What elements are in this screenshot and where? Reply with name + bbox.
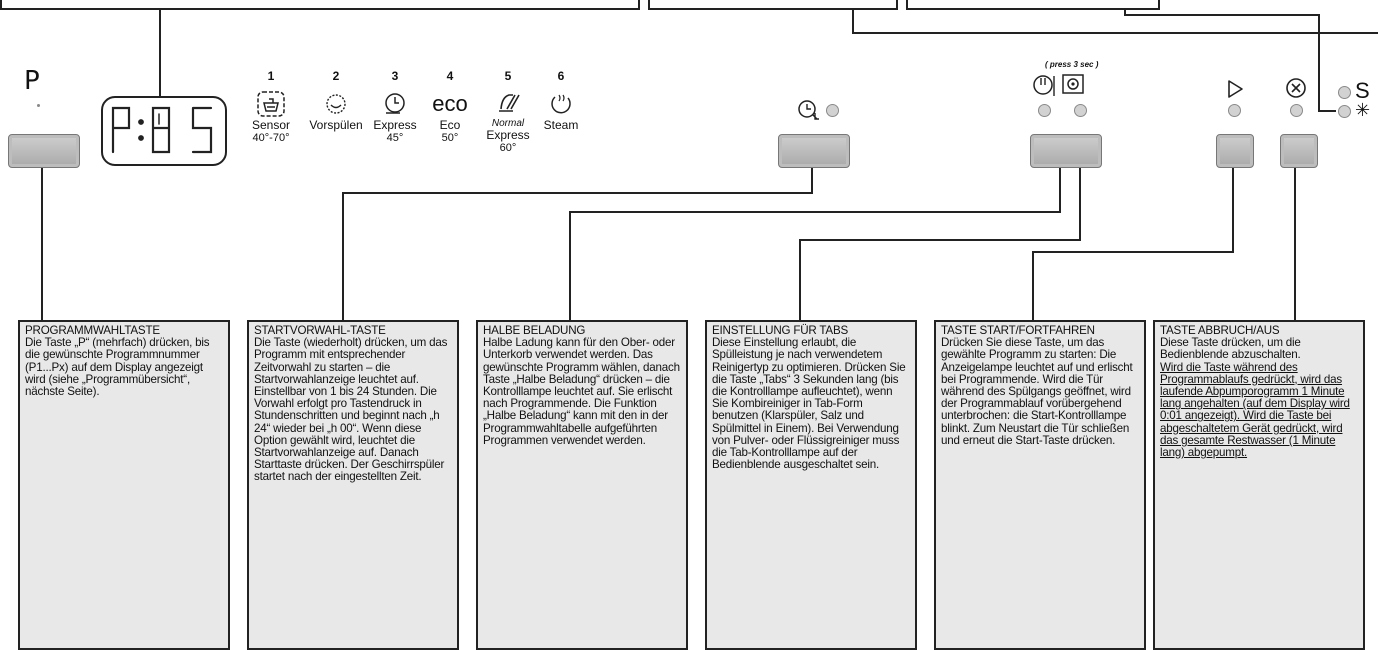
top-callout-box-1 (0, 0, 640, 10)
start-led (1228, 104, 1241, 117)
program-5 (482, 70, 534, 155)
tabs-led (1074, 104, 1087, 117)
delay-start-led (826, 104, 839, 117)
rinse-aid-icon: ✳ (1355, 100, 1371, 120)
description-delay-start (247, 320, 459, 650)
program-key-title: PROGRAMMWAHLTASTE (25, 324, 160, 337)
description-cancel (1153, 320, 1365, 650)
delay-start-title: STARTVORWAHL-TASTE (254, 324, 386, 337)
start-title: TASTE START/FORTFAHREN (941, 324, 1095, 337)
wire-top-2 (853, 8, 1378, 33)
program-button[interactable] (8, 134, 80, 168)
program-4 (424, 70, 476, 145)
rinse-aid-led (1338, 105, 1351, 118)
segment-digits (107, 104, 219, 156)
program-6-number: 6 (557, 69, 565, 83)
program-5-number: 5 (504, 69, 512, 83)
half-load-led (1038, 104, 1051, 117)
program-6 (538, 70, 584, 132)
program-3-temp: 45° (386, 132, 404, 144)
delay-start-text: Die Taste (wiederholt) drücken, um das Programm mit entsprechender Zeitvorwahl zu starten – die Startvorwahlanzeige leuchtet auf. Einstellbar von 1 bis 24 Stunden. Die Vorwahl erfolgt pro Tastendruck in Stundenschritten und beginnt nach „h 24“ wieder bei „h 00“. Wenn diese Option gewählt wird, leuchtet die Startvorwahlanzeige auf. Danach Starttaste drücken. Der Geschirrspüler startet nach der eingestellten Zeit. (254, 336, 448, 484)
program-2-label: Vorspülen (309, 118, 363, 132)
press-3-sec-note: ( press 3 sec ) (1045, 60, 1099, 69)
program-key-label: P (24, 66, 40, 96)
program-4-number: 4 (446, 69, 454, 83)
program-5-temp: 60° (499, 142, 517, 154)
half-load-icon (1030, 72, 1060, 103)
half-load-text: Halbe Ladung kann für den Ober- oder Unterkorb verwendet werden. Das gewünschte Programm wählen, danach Taste „Halbe Beladung“ drücken – die Kontrolllampe leuchtet auf. Sie erlischt nach Programmende. Die Funktion „Halbe Beladung“ kann mit den in der Programmwahltabelle aufgeführten Programmen verwendet werden. (483, 336, 680, 447)
program-3-number: 3 (391, 69, 399, 83)
eco-icon: eco (432, 91, 468, 116)
description-half-load (476, 320, 688, 650)
program-4-temp: 50° (441, 132, 459, 144)
description-tabs (705, 320, 917, 650)
program-4-label: Eco (439, 118, 461, 132)
cancel-underlined-text: Wird die Taste während des Programmablaufs gedrückt, wird das laufende Abpumporogramm 1 Minute lang angehalten (auf dem Display wird 0:01 angezeigt). Wird die Taste bei abgeschaltetem Gerät gedrückt, wird das gesamte Restwasser (1 Minute lang) abgepumpt. (1160, 360, 1350, 460)
cancel-led (1290, 104, 1303, 117)
wire-delay (343, 168, 812, 320)
salt-led (1338, 86, 1351, 99)
start-text: Drücken Sie diese Taste, um das gewählte Programm zu starten: Die Anzeigelampe leuchtet auf und erlischt bei Programmende. Wird die Tür während des Spülgangs geöffnet, wird der Programmablauf vorübergehend unterbrochen: die Start-Kontrolllampe blinkt. Zum Neustart die Tür schließen und erneut die Start-Taste drücken. (941, 336, 1133, 447)
normal-express-icon (482, 89, 534, 119)
cancel-button[interactable] (1280, 134, 1318, 168)
program-3-label: Express (373, 118, 417, 132)
steam-icon (538, 89, 584, 119)
program-5-note: Normal (491, 118, 525, 129)
cancel-icon (1285, 77, 1307, 104)
description-program-key (18, 320, 230, 650)
program-6-label: Steam (543, 118, 579, 132)
express-icon (368, 89, 422, 119)
program-5-label: Express (486, 128, 530, 142)
program-2 (305, 70, 367, 132)
wire-start (1033, 168, 1233, 320)
program-2-number: 2 (332, 69, 340, 83)
half-load-title: HALBE BELADUNG (483, 324, 586, 337)
program-3 (368, 70, 422, 145)
wire-tabs (800, 168, 1080, 320)
start-button[interactable] (1216, 134, 1254, 168)
cancel-text: Diese Taste drücken, um die Bedienblende abzuschalten. (1160, 336, 1301, 362)
program-1 (246, 70, 296, 145)
segment-display (101, 96, 227, 166)
tabs-icon (1060, 71, 1086, 102)
tabs-text: Diese Einstellung erlaubt, die Spülleistung je nach verwendetem Reinigertyp zu optimieren. Drücken Sie die Taste „Tabs“ 3 Sekunden lang (bis die Kontrolllampe aufleuchtet), wenn Sie Kombireiniger in Tab-Form benutzen (Klarspüler, Salz und Spülmittel in Einem). Bei Verwendung von Pulver- oder Flüssigreiniger muss die Tab-Kontrolllampe auf der Bedienblende ausgeschaltet sein. (712, 336, 906, 472)
cancel-title: TASTE ABBRUCH/AUS (1160, 324, 1280, 337)
tabs-title: EINSTELLUNG FÜR TABS (712, 324, 849, 337)
program-key-text: Die Taste „P“ (mehrfach) drücken, bis die gewünschte Programmnummer (P1...Px) auf dem Display angezeigt wird (siehe „Programmübersicht“, nächste Seite). (25, 336, 210, 399)
program-1-number: 1 (267, 69, 275, 83)
salt-icon: S (1355, 78, 1370, 103)
program-led-dot (37, 104, 40, 107)
description-start (934, 320, 1146, 650)
program-1-temp: 40°-70° (252, 132, 290, 144)
top-callout-box-2 (648, 0, 898, 10)
top-callout-box-3 (906, 0, 1160, 10)
wire-half-load (570, 168, 1060, 320)
play-icon (1224, 78, 1246, 105)
delay-start-icon (796, 97, 822, 128)
prewash-icon (305, 89, 367, 119)
half-load-tabs-button[interactable] (1030, 134, 1102, 168)
sensor-icon (246, 89, 296, 119)
delay-start-button[interactable] (778, 134, 850, 168)
program-1-label: Sensor (251, 118, 291, 132)
